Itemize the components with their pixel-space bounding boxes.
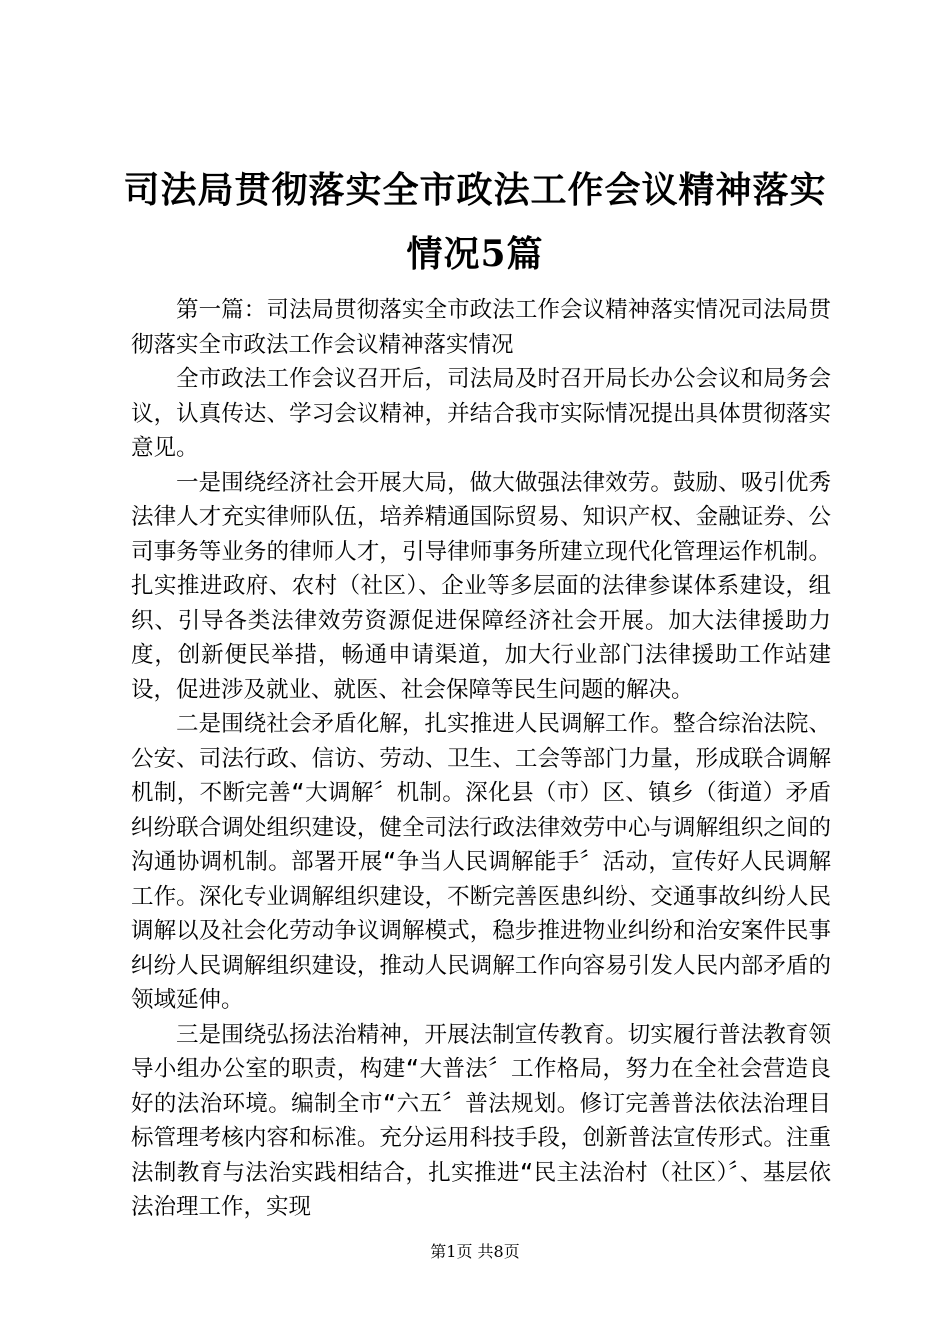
document-title: 司法局贯彻落实全市政法工作会议精神落实情况5篇 (123, 169, 827, 275)
paragraph-4: 二是围绕社会矛盾化解，扎实推进人民调解工作。整合综治法院、公安、司法行政、信访、劳动、卫生、工会等部门力量，形成联合调解机制，不断完善“大调解〞机制。深化县（市）区、镇乡（街道）矛盾纠纷联合调处组织建设，健全司法行政法律效劳中心与调解组织之间的沟通协调机制。部署开展“争当人民调解能手〞活动，宣传好人民调解工作。深化专业调解组织建设，不断完善医患纠纷、交通事故纠纷人民调解以及社会化劳动争议调解模式，稳步推进物业纠纷和治安案件民事纠纷人民调解组织建设，推动人民调解工作向容易引发人民内部矛盾的领域延伸。 (131, 711, 831, 1013)
paragraph-3: 一是围绕经济社会开展大局，做大做强法律效劳。鼓励、吸引优秀法律人才充实律师队伍，培养精通国际贸易、知识产权、金融证券、公司事务等业务的律师人才，引导律师事务所建立现代化管理运作机制。扎实推进政府、农村（社区）、企业等多层面的法律参谋体系建设，组织、引导各类法律效劳资源促进保障经济社会开展。加大法律援助力度，创新便民举措，畅通申请渠道，加大行业部门法律援助工作站建设，促进涉及就业、就医、社会保障等民生问题的解决。 (131, 469, 831, 703)
paragraph-2: 全市政法工作会议召开后，司法局及时召开局长办公会议和局务会议，认真传达、学习会议精神，并结合我市实际情况提出具体贯彻落实意见。 (131, 366, 831, 461)
paragraph-1: 第一篇：司法局贯彻落实全市政法工作会议精神落实情况司法局贯彻落实全市政法工作会议精神落实情况 (131, 297, 831, 358)
document-body (131, 293, 831, 1225)
paragraph-5: 三是围绕弘扬法治精神，开展法制宣传教育。切实履行普法教育领导小组办公室的职责，构建“大普法〞工作格局，努力在全社会营造良好的法治环境。编制全市“六五〞普法规划。修订完善普法依法治理目标管理考核内容和标准。充分运用科技手段，创新普法宣传形式。注重法制教育与法治实践相结合，扎实推进“民主法治村（社区）〞、基层依法治理工作，实现 (131, 1021, 831, 1220)
page-footer: 第1页 共8页 (430, 1242, 520, 1261)
